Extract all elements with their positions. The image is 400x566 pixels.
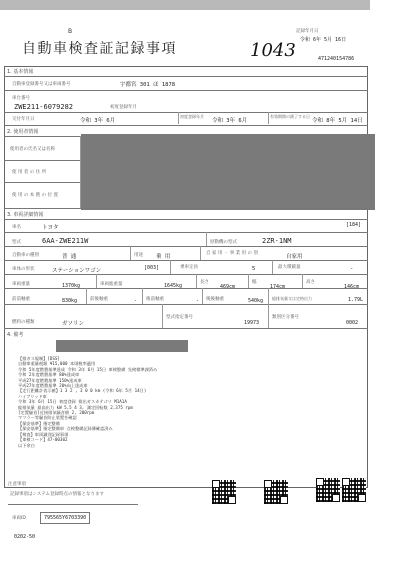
remark-line: 総排気量 最高出力 kW 5,5 4 3, 測定回転数 2,375 rpm [18,404,133,410]
length-value: 469cm [220,284,236,290]
type-no-value: 19973 [244,320,260,326]
length-label: 長さ [200,280,209,285]
disp-value: 1.79L [348,297,364,303]
first-reg-mini: 初度登録年月 [180,114,204,119]
maker-value: トヨタ [42,225,59,231]
remark-line: 自動車重量税額 ¥15,000 本則税率適用 [18,361,96,367]
model-value: 6AA-ZWE211W [42,237,89,245]
remark-line: マフラー等騒音防止装置を確認 [18,415,77,421]
expiry-value: 令和 8年 5月 14日 [312,118,363,124]
document-title: 自動車検査証記録事項 [22,41,177,57]
model-label: 型式 [12,240,21,245]
qr-code [342,478,366,502]
remark-line: 平成27年度燃費基準 150%達成車 [18,377,82,383]
remark-line: 令和 5年度燃費基準達成 令和 3年 6月 15日 車検整備 先検標準課済み [18,366,158,372]
type-no-label: 型式指定番号 [166,315,193,320]
capacity-label: 乗車定員 [180,265,198,270]
kind-label: 自動車の種別 [12,253,39,258]
remarks-list [18,356,178,448]
remark-line: 【排ガス規制】[DSS] [18,356,60,361]
expiry-label: 有効期間の満了する日 [270,114,310,119]
remark-line: 【保安基準】指定整備 [18,420,60,426]
fw-value: - [134,298,138,304]
issue-value: 令和 3年 6月 [80,118,116,124]
remark-line: 【検査】車両識別記録事項 [18,431,69,437]
remark-line: [定置騒音]近接排気騒音値 2, 200rpm [18,410,95,416]
system-note: 記録事項はシステム登録時点の情報となります [10,492,105,497]
engine-label: 原動機の型式 [210,240,237,245]
fw-label: 前後軸重 [90,297,108,302]
remark-line: 【保安基準】指定整備車 点検整備記録簿確認済み [18,426,113,432]
reg-label: 自動車登録番号又は車両番号 [12,82,71,87]
gross-label: 車両総重量 [100,282,123,287]
chassis-value: ZWE211-6079282 [14,103,74,111]
height-value: 146cm [344,284,360,290]
title-mark: B [68,28,73,35]
issue-label: 交付年月日 [12,117,35,122]
width-value: 174cm [270,284,286,290]
first-reg-value: 令和 3年 6月 [212,118,248,124]
remark-line: ハイブリッド車 [18,393,47,399]
rfw-label: 後前軸重 [146,297,164,302]
remark-line: 【車検コード】47-00302 [18,437,68,443]
scan-top-bar [0,0,370,10]
ffw-label: 前前軸重 [12,297,30,302]
reg-value: 宇都宮 301 ほ 1878 [120,82,176,88]
width-label: 幅 [252,280,257,285]
engine-value: 2ZR-1NM [262,237,292,245]
maker-code: [184] [346,222,362,228]
user-name-label: 使用者の氏名又は名称 [10,147,55,152]
rrw-value: 540kg [248,298,264,304]
use-value: 乗 用 [156,254,171,260]
serial-number: 471240154786 [318,56,355,62]
print-date-value: 令和 6年 5月 16日 [300,37,347,43]
vehicle-id-label: 車両ID [12,516,26,521]
remark-line: 【走行距離計表示値】1 3 2 , 3 0 0 km (令和 6年 5月 14日) [18,388,147,394]
user-addr-label: 使 用 者 の 住 所 [12,170,47,175]
shape-value: ステーションワゴン [52,268,102,274]
qr-code [264,480,288,504]
fuel-label: 燃料の種類 [12,320,35,325]
remark-line: 以下余白 [18,442,35,448]
shape-code: [003] [144,265,160,271]
section4-title: 4. 備考 [7,332,24,338]
handwritten-number: 1043 [250,40,296,61]
redacted-remark-header [56,340,188,352]
gross-value: 1645kg [164,283,183,289]
fuel-value: ガソリン [62,321,85,327]
ffw-value: 830kg [62,298,78,304]
max-load-value: - [350,266,354,272]
footer-code: 0202-50 [14,534,36,540]
section2-title: 2. 使用者情報 [7,129,39,135]
use-label: 用途 [134,253,143,258]
first-reg-label: 初度登録年月 [110,105,137,110]
redacted-user-info [81,134,375,210]
shape-label: 車体の形状 [12,267,35,272]
weight-value: 1370kg [62,283,81,289]
business-label: 自 家 用 ・ 事 業 用 の 別 [206,251,258,256]
rfw-value: - [196,298,200,304]
cat-no-value: 0002 [346,320,359,326]
remark-line: 平成27年度燃費基準 20%向上達成車 [18,383,88,389]
section1-title: 1. 基本情報 [7,69,34,75]
kind-value: 普 通 [62,254,77,260]
max-load-label: 最大積載量 [278,265,301,270]
base-label: 使 用 の 本 拠 の 位 置 [12,193,59,198]
remark-line: 令和 2年度燃費基準 80%達成車 [18,372,80,378]
system-note-title: 注意事項 [8,482,26,487]
height-label: 高さ [306,280,315,285]
chassis-label: 車台番号 [12,96,30,101]
maker-label: 車名 [12,225,21,230]
capacity-value: 5 [252,266,256,272]
vehicle-id-value: 795565Y6703390 [40,512,90,524]
qr-code [212,480,236,504]
rrw-label: 後後軸重 [206,297,224,302]
business-value: 自家用 [286,254,303,260]
disp-label: 総排気量又は定格出力 [272,296,312,301]
qr-code [316,478,340,502]
print-date-label: 記録年月日 [296,29,319,34]
section3-title: 3. 車両詳細情報 [7,212,44,218]
weight-label: 車両重量 [12,282,30,287]
cat-no-label: 類別区分番号 [272,315,299,320]
remark-line: 令和 3年 6月 15日 初度登録 排出ガスカテゴリ M1A1A [18,399,127,405]
